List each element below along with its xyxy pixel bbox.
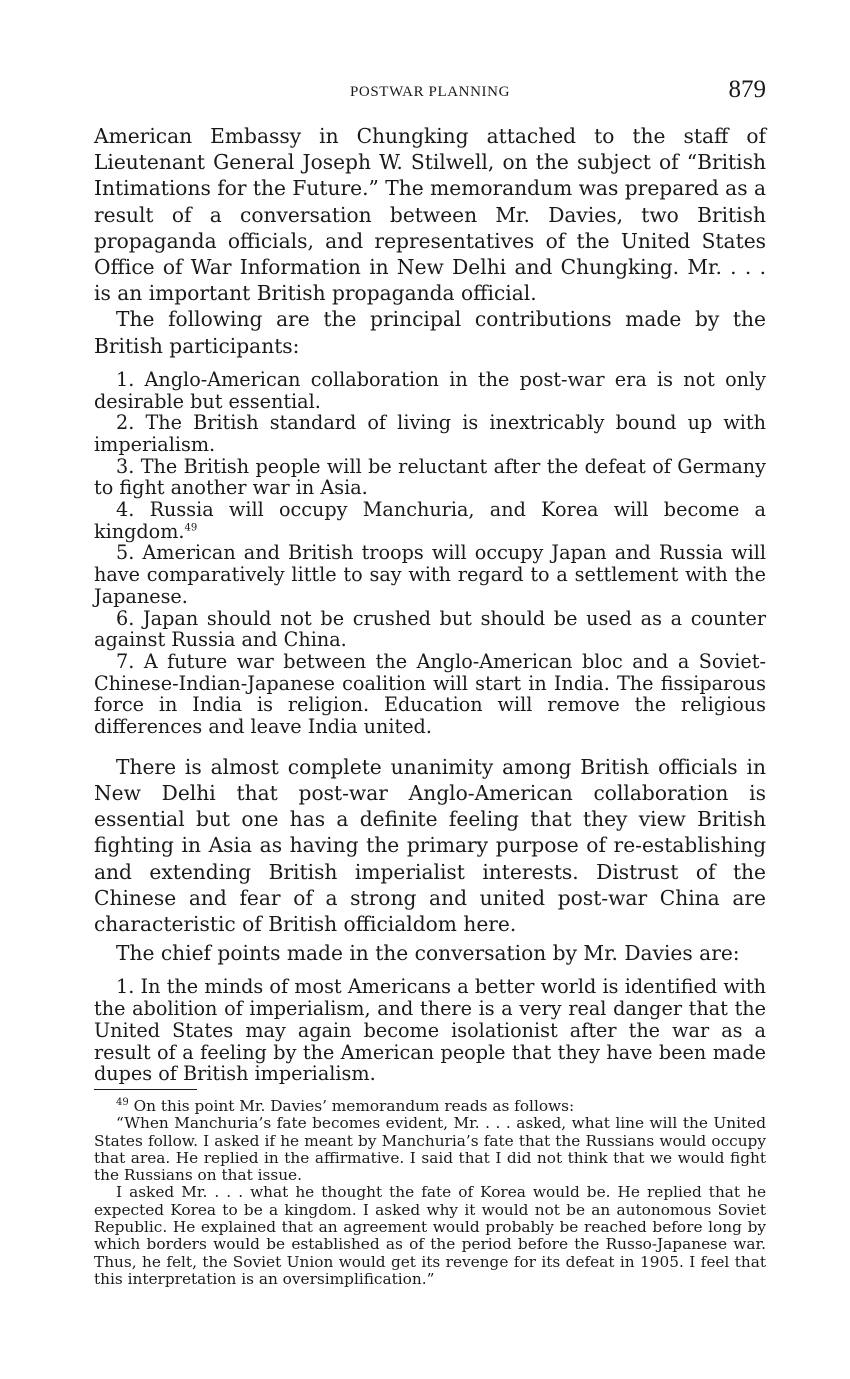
british-point-4 (94, 499, 766, 542)
british-lead-in: The following are the principal contributions made by the British participants: (94, 307, 766, 358)
main-text (94, 123, 766, 1085)
british-points-list (94, 369, 766, 738)
davies-points-list (94, 976, 766, 1085)
unanimity-paragraph: There is almost complete unanimity among British officials in New Delhi that post-war Anglo-American collaboration is essential but one has a definite feeling that they view British fighting in Asia as having the primary purpose of re-establishing and extending British imperialist interests. Distrust of the Chinese and fear of a strong and united post-war China are characteristic of British officialdom here. (94, 754, 766, 936)
british-point-7: 7. A future war between the Anglo-American bloc and a Soviet-Chinese-Indian-Japanese coalition will start in India. The fissiparous force in India is religion. Education will remove the religious differences and leave India united. (94, 649, 766, 739)
footnote-paragraph-2: I asked Mr. . . . what he thought the fate of Korea would be. He replied that he expected Korea to be a kingdom. I asked why it would not be an autonomous Soviet Republic. He explained that an agreement would probably be reached before long by which borders would be established as of the period before the Russo-Japanese war. Thus, he felt, the Soviet Union would get its revenge for its defeat in 1905. I feel that this interpretation is an oversimplification.” (94, 1183, 766, 1288)
running-title: POSTWAR PLANNING (349, 84, 511, 100)
intro-paragraph: American Embassy in Chungking attached to the staff of Lieutenant General Joseph W. Stilwell, on the subject of “British Intimations for the Future.” The memorandum was prepared as a result of a conversation between Mr. Davies, two British propaganda officials, and representatives of the United States Office of War Information in New Delhi and Chungking. Mr. . . . is an important British propaganda official. (94, 124, 767, 306)
footnotes (94, 1098, 766, 1288)
footnote-divider (94, 1089, 197, 1090)
davies-lead-in: The chief points made in the conversation by Mr. Davies are: (116, 941, 740, 966)
page-number: 879 (728, 76, 766, 103)
british-point-6: 6. Japan should not be crushed but should be used as a counter against Russia and China. (94, 606, 766, 652)
footnote-reference[interactable]: 49 (184, 522, 198, 534)
running-head (94, 76, 766, 110)
footnote-number: 49 (116, 1096, 129, 1108)
british-point-1: 1. Anglo-American collaboration in the post-war era is not only desirable but essential. (94, 367, 766, 413)
british-point-2: 2. The British standard of living is inextricably bound up with imperialism. (94, 411, 766, 456)
footnote-intro-text: On this point Mr. Davies’ memorandum reads as follows: (133, 1097, 575, 1115)
footnote-49-intro (94, 1098, 766, 1115)
footnote-paragraph-1: “When Manchuria’s fate becomes evident, Mr. . . . asked, what line will the United States follow. I asked if he meant by Manchuria’s fate that the Russians would occupy that area. He replied in the affirmative. I said that I did not think that we would fight the Russians on that issue. (94, 1114, 766, 1185)
british-point-3: 3. The British people will be reluctant after the defeat of Germany to fight another war in Asia. (94, 454, 766, 500)
british-point-4-text: 4. Russia will occupy Manchuria, and Korea will become a kingdom. (94, 498, 766, 543)
british-point-5: 5. American and British troops will occupy Japan and Russia will have comparatively little to say with regard to a settlement with the Japanese. (94, 541, 766, 608)
davies-point-1: 1. In the minds of most Americans a better world is identified with the abolition of imperialism, and there is a very real danger that the United States may again become isolationist after the war as a result of a feeling by the American people that they have been made dupes of British imperialism. (94, 975, 766, 1086)
